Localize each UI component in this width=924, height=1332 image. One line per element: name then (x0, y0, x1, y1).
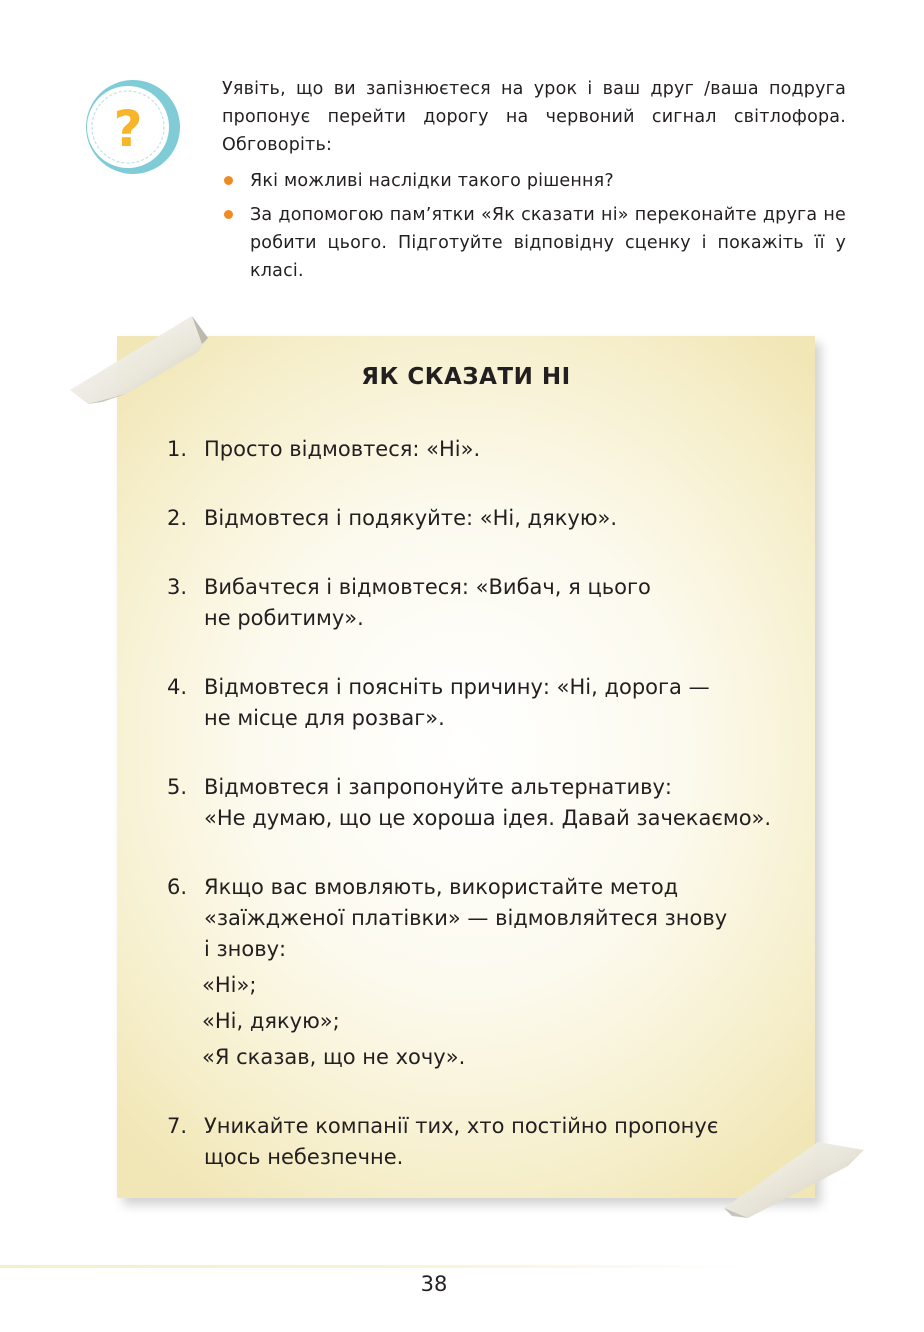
tip-sub-line: «Ні, дякую»; (202, 1009, 340, 1033)
tip-sub-line: «Я сказав, що не хочу». (202, 1045, 466, 1069)
tip-sub-line: «Ні»; (202, 973, 257, 997)
card-title: ЯК СКАЗАТИ НІ (361, 364, 571, 390)
tips-card (117, 336, 815, 1198)
bullet-dot-icon (224, 210, 233, 219)
bullet-dot-icon (224, 176, 233, 185)
tip-text-line: не робитиму». (204, 606, 364, 630)
tip-item (167, 434, 807, 465)
tip-number: 7. (167, 1114, 188, 1138)
tip-text-line: «Не думаю, що це хороша ідея. Давай зачекаємо». (204, 806, 772, 830)
bullet-item (222, 201, 846, 285)
tip-text-line: Відмовтеся і подякуйте: «Ні, дякую». (204, 506, 618, 530)
tip-number: 5. (167, 775, 188, 799)
bullet-text: За допомогою пам’ятки «Як сказати ні» переконайте друга не робити цього. Підготуйте відповідну сценку і покажіть її у класі. (250, 205, 846, 281)
tip-text-line: «заїжджeної платівки» — відмовляйтеся знову (204, 906, 728, 930)
intro-bullets (222, 167, 846, 285)
tape-top-left-icon (66, 312, 216, 407)
tip-item (167, 1111, 807, 1173)
intro-text: Уявіть, що ви запізнюєтеся на урок і ваш друг /ваша подруга пропонує перейти дорогу на червоний сигнал світлофора. Обговоріть: (222, 79, 846, 155)
tape-bottom-right-icon (718, 1136, 868, 1222)
tip-text-line: Уникайте компанії тих, хто постійно пропонує (204, 1114, 719, 1138)
bullet-text: Які можливі наслідки такого рішення? (250, 171, 614, 191)
tip-text-line: Якщо вас вмовляють, використайте метод (204, 875, 679, 899)
tip-item (167, 772, 807, 834)
tip-text-line: щось небезпечне. (204, 1145, 404, 1169)
intro-section (222, 75, 846, 291)
tip-number: 2. (167, 506, 188, 530)
tip-item (167, 872, 807, 1073)
tip-text-line: не місце для розваг». (204, 706, 445, 730)
question-mark-icon (84, 78, 182, 176)
tip-text-line: і знову: (204, 937, 287, 961)
tips-list (167, 434, 807, 1211)
tip-text-line: Просто відмовтеся: «Ні». (204, 437, 481, 461)
tip-item (167, 572, 807, 634)
tip-text-line: Вибачтеся і відмовтеся: «Вибач, я цього (204, 575, 651, 599)
svg-text:?: ? (113, 100, 143, 158)
tip-number: 4. (167, 675, 188, 699)
question-badge (84, 78, 182, 176)
tip-text-line: Відмовтеся і поясніть причину: «Ні, дорога — (204, 675, 710, 699)
footer-rule (0, 1265, 750, 1268)
bullet-item (222, 167, 846, 195)
tip-number: 1. (167, 437, 188, 461)
tip-item (167, 503, 807, 534)
tip-item (167, 672, 807, 734)
tip-text-line: Відмовтеся і запропонуйте альтернативу: (204, 775, 673, 799)
tip-number: 3. (167, 575, 188, 599)
page-number: 38 (420, 1272, 448, 1296)
tip-number: 6. (167, 875, 188, 899)
